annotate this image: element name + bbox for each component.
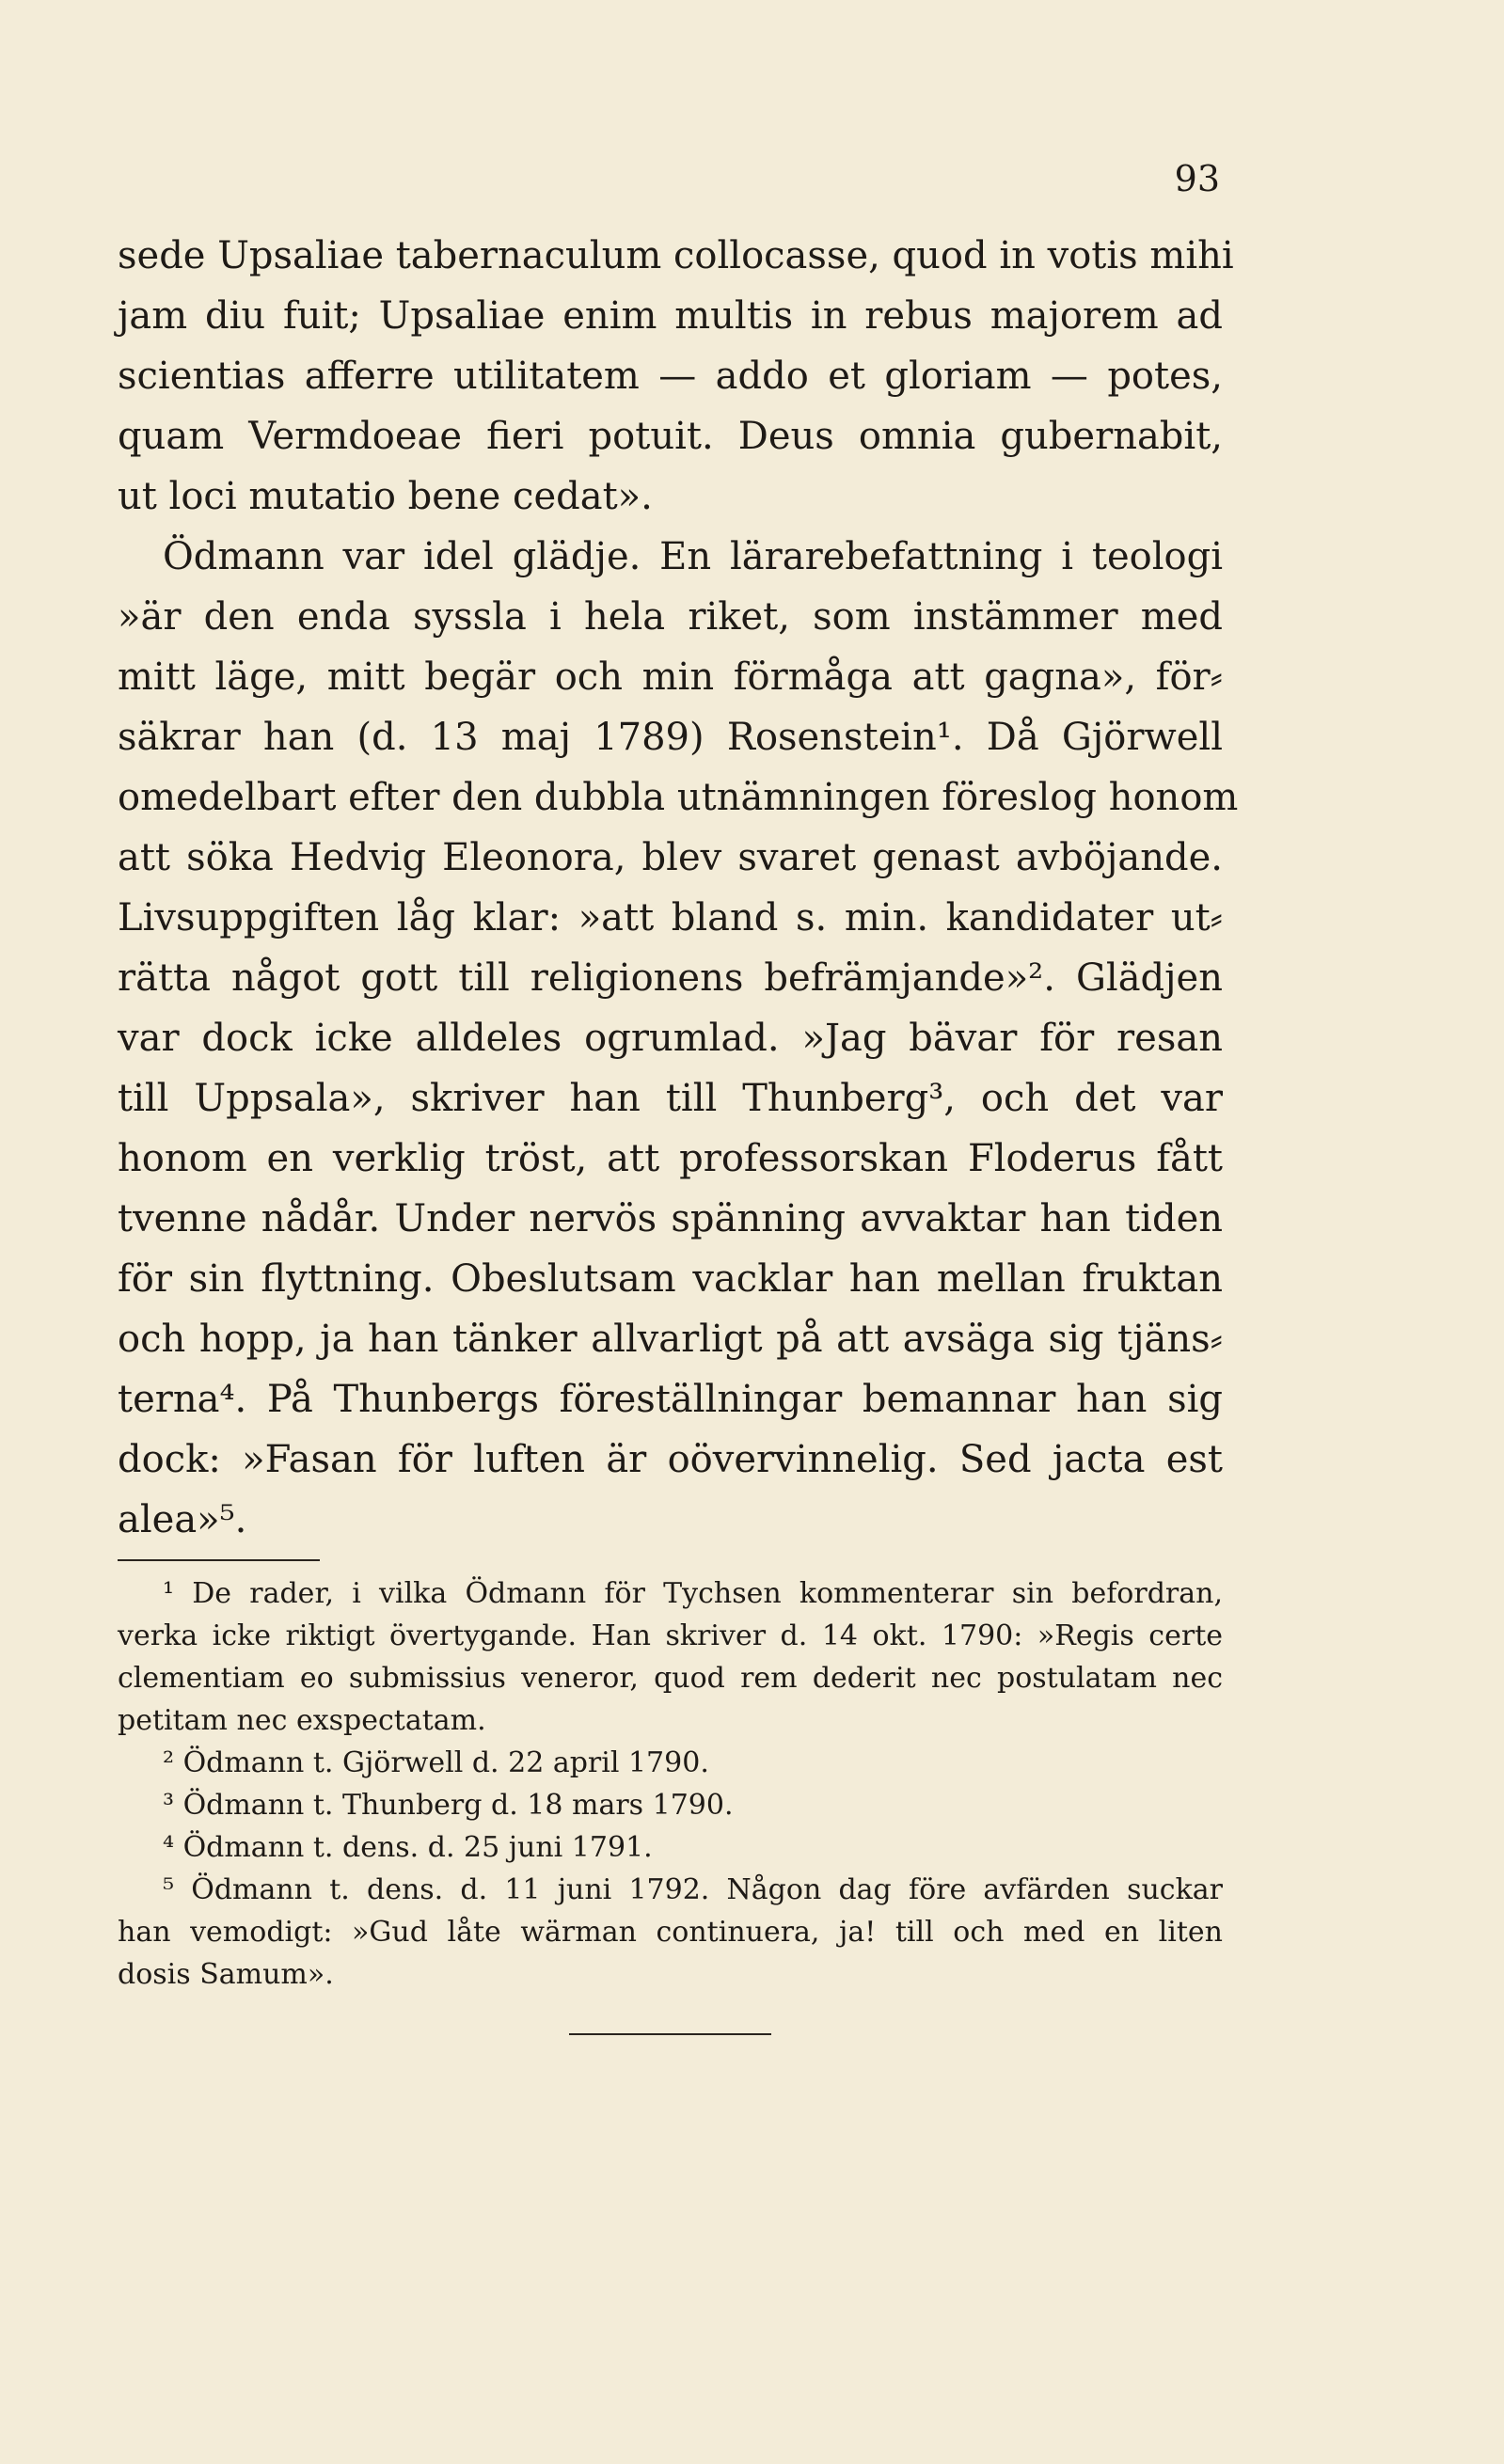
text-line: terna⁴. På Thunbergs föreställningar bemannar han sig — [118, 1378, 1223, 1421]
footnote-line: verka icke riktigt övertygande. Han skriver d. 14 okt. 1790: »Regis certe — [118, 1619, 1223, 1652]
footnote-line: clementiam eo submissius veneror, quod rem dederit nec postulatam nec — [118, 1662, 1223, 1695]
footnote-line: ⁴ Ödmann t. dens. d. 25 juni 1791. — [163, 1831, 653, 1864]
text-line: alea»⁵. — [118, 1498, 247, 1541]
text-line: till Uppsala», skriver han till Thunberg³, och det var — [118, 1077, 1223, 1120]
footnote-line: ² Ödmann t. Gjörwell d. 22 april 1790. — [163, 1746, 709, 1779]
main-text — [118, 226, 1239, 1550]
footnote-line: ³ Ödmann t. Thunberg d. 18 mars 1790. — [163, 1789, 734, 1822]
end-divider — [569, 2033, 771, 2035]
text-line: för sin flyttning. Obeslutsam vacklar han mellan fruktan — [118, 1257, 1223, 1301]
page-number: 93 — [1174, 158, 1220, 199]
text-line: omedelbart efter den dubbla utnämningen föreslog honom — [118, 776, 1239, 819]
text-line: och hopp, ja han tänker allvarligt på att avsäga sig tjäns⸗ — [118, 1318, 1223, 1361]
text-line: sede Upsaliae tabernaculum collocasse, quod in votis mihi — [118, 234, 1234, 277]
text-line: quam Vermdoeae fieri potuit. Deus omnia gubernabit, — [118, 415, 1223, 458]
text-line: tvenne nådår. Under nervös spänning avvaktar han tiden — [118, 1197, 1223, 1240]
footnote-line: han vemodigt: »Gud låte wärman continuera, ja! till och med en liten — [118, 1916, 1223, 1949]
footnote-line: petitam nec exspectatam. — [118, 1704, 486, 1737]
footnotes — [118, 1572, 1223, 1996]
footnote-line: dosis Samum». — [118, 1958, 334, 1991]
text-line: honom en verklig tröst, att professorskan Floderus fått — [118, 1137, 1223, 1180]
text-line: scientias afferre utilitatem — addo et gloriam — potes, — [118, 355, 1223, 398]
footnote-divider — [118, 1559, 320, 1561]
text-line: Livsuppgiften låg klar: »att bland s. min. kandidater ut⸗ — [118, 896, 1223, 940]
text-line: mitt läge, mitt begär och min förmåga att gagna», för⸗ — [118, 655, 1223, 699]
text-line: var dock icke alldeles ogrumlad. »Jag bävar för resan — [118, 1017, 1223, 1060]
text-line: jam diu fuit; Upsaliae enim multis in rebus majorem ad — [118, 294, 1223, 338]
text-line: att söka Hedvig Eleonora, blev svaret genast avböjande. — [118, 836, 1223, 879]
text-line: rätta något gott till religionens befrämjande»². Glädjen — [118, 956, 1223, 1000]
text-line: »är den enda syssla i hela riket, som instämmer med — [118, 595, 1223, 639]
footnote-line: ¹ De rader, i vilka Ödmann för Tychsen kommenterar sin befordran, — [163, 1577, 1223, 1610]
text-line: säkrar han (d. 13 maj 1789) Rosenstein¹. Då Gjörwell — [118, 716, 1223, 759]
text-line: ut loci mutatio bene cedat». — [118, 475, 653, 518]
footnote-line: ⁵ Ödmann t. dens. d. 11 juni 1792. Någon dag före avfärden suckar — [163, 1873, 1223, 1906]
text-line: Ödmann var idel glädje. En lärarebefattning i teologi — [163, 535, 1223, 578]
text-line: dock: »Fasan för luften är oövervinnelig. Sed jacta est — [118, 1438, 1223, 1481]
